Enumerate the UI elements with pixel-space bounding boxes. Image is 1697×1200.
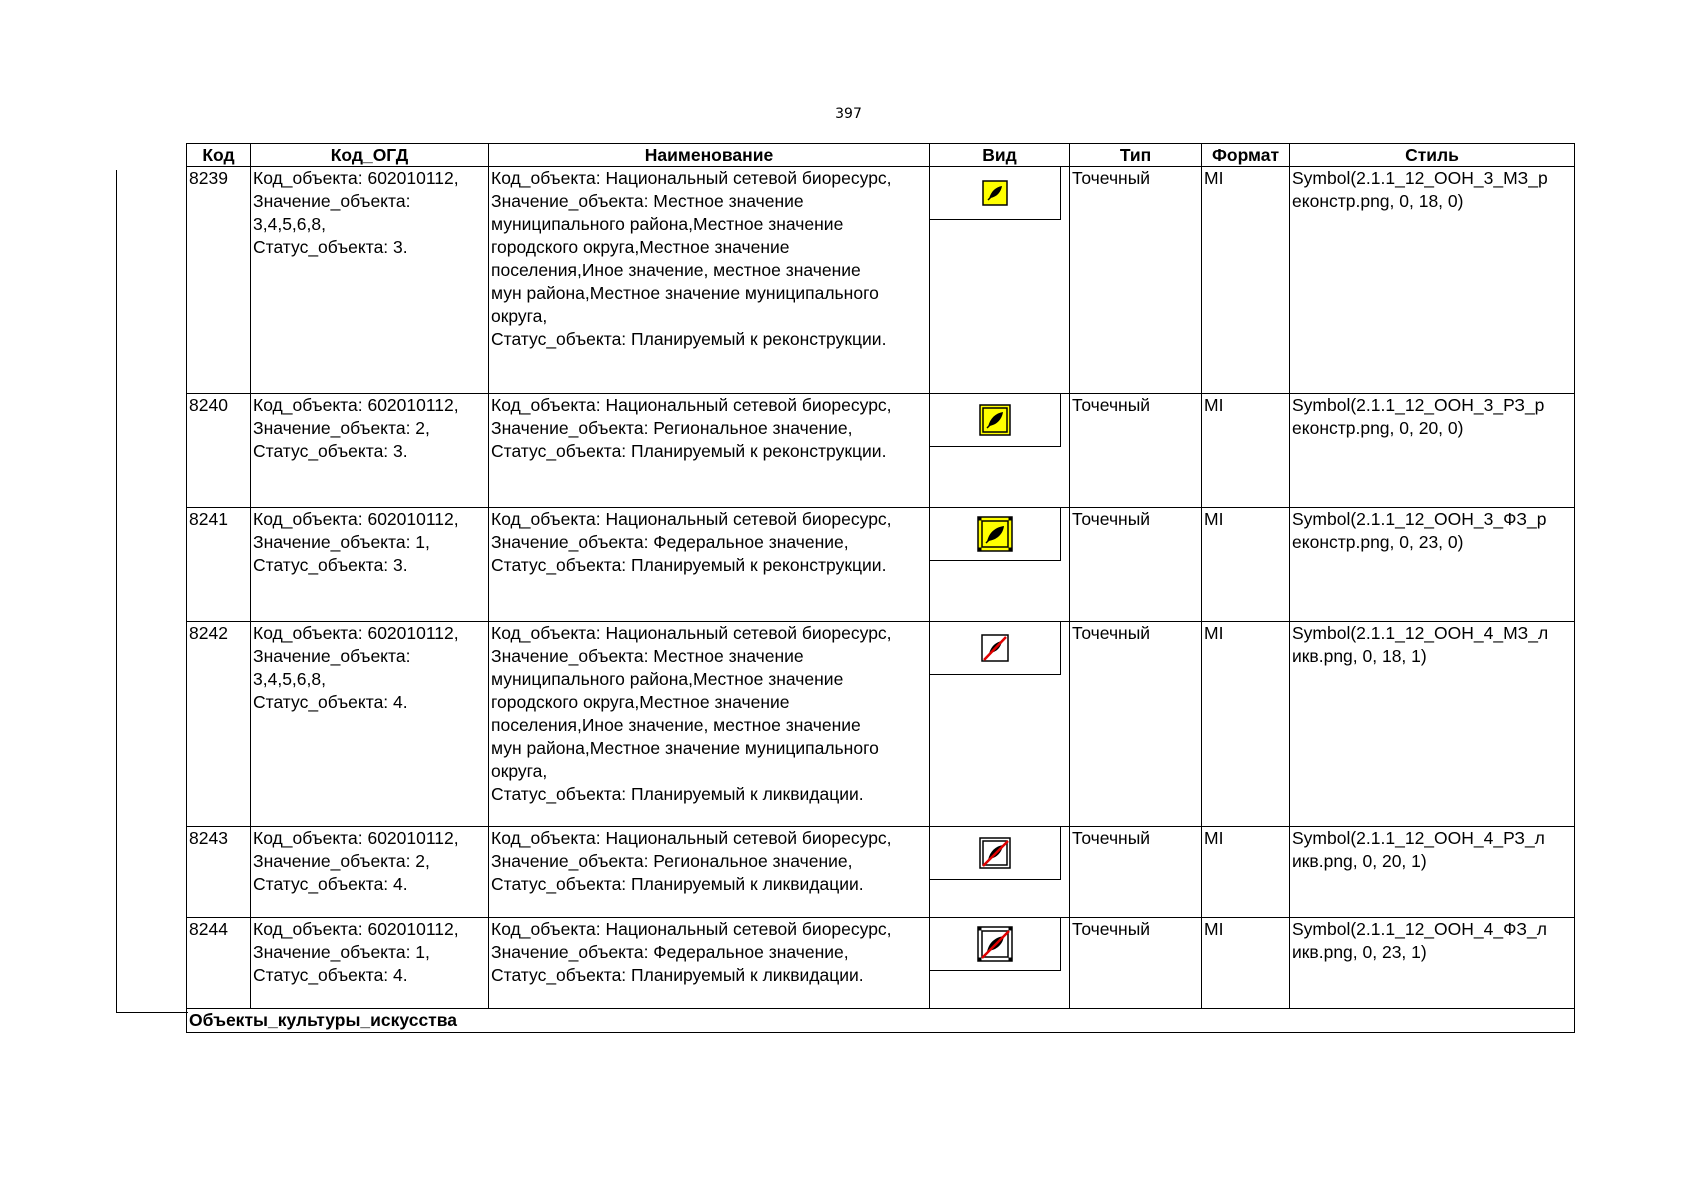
- cell-ogd: Код_объекта: 602010112, Значение_объекта: 3,4,5,6,8, Статус_объекта: 3.: [251, 167, 489, 394]
- table-row: [187, 167, 1575, 394]
- cell-style: Symbol(2.1.1_12_ООН_3_ФЗ_р еконстр.png, 0, 23, 0): [1290, 508, 1575, 622]
- cell-name: Код_объекта: Национальный сетевой биоресурс, Значение_объекта: Региональное значение, Статус_объекта: Планируемый к реконструкции.: [489, 394, 930, 508]
- cell-ogd: Код_объекта: 602010112, Значение_объекта: 1, Статус_объекта: 4.: [251, 918, 489, 1009]
- leaf-liquid-fz-icon: [977, 926, 1013, 962]
- cell-ogd: Код_объекта: 602010112, Значение_объекта: 2, Статус_объекта: 4.: [251, 827, 489, 918]
- col-header-type: Тип: [1070, 144, 1202, 167]
- cell-type: Точечный: [1070, 622, 1202, 827]
- cell-type: Точечный: [1070, 394, 1202, 508]
- cell-format: MI: [1202, 827, 1290, 918]
- col-header-name: Наименование: [489, 144, 930, 167]
- cell-format: MI: [1202, 394, 1290, 508]
- margin-tick: [116, 1012, 188, 1013]
- cell-code: 8239: [187, 167, 251, 394]
- cell-view: [930, 918, 1070, 1009]
- col-header-view: Вид: [930, 144, 1070, 167]
- cell-ogd: Код_объекта: 602010112, Значение_объекта: 2, Статус_объекта: 3.: [251, 394, 489, 508]
- cell-type: Точечный: [1070, 167, 1202, 394]
- cell-style: Symbol(2.1.1_12_ООН_3_РЗ_р еконстр.png, 0, 20, 0): [1290, 394, 1575, 508]
- cell-view: [930, 622, 1070, 827]
- cell-style: Symbol(2.1.1_12_ООН_4_МЗ_л икв.png, 0, 18, 1): [1290, 622, 1575, 827]
- table-row: [187, 622, 1575, 827]
- leaf-liquid-mz-icon: [981, 634, 1009, 662]
- col-header-code: Код: [187, 144, 251, 167]
- cell-view: [930, 827, 1070, 918]
- cell-type: Точечный: [1070, 918, 1202, 1009]
- cell-name: Код_объекта: Национальный сетевой биоресурс, Значение_объекта: Местное значение муниципального района,Местное значение городского округа,Местное значение поселения,Иное значение, местное значение мун района,Местное значение муниципального округа, Статус_объекта: Планируемый к реконструкции.: [489, 167, 930, 394]
- cell-code: 8241: [187, 508, 251, 622]
- margin-line: [116, 170, 117, 1013]
- cell-style: Symbol(2.1.1_12_ООН_4_РЗ_л икв.png, 0, 20, 1): [1290, 827, 1575, 918]
- cell-name: Код_объекта: Национальный сетевой биоресурс, Значение_объекта: Федеральное значение, Статус_объекта: Планируемый к ликвидации.: [489, 918, 930, 1009]
- leaf-recon-mz-icon: [982, 180, 1008, 206]
- cell-format: MI: [1202, 622, 1290, 827]
- cell-view: [930, 508, 1070, 622]
- table-row: [187, 918, 1575, 1009]
- cell-type: Точечный: [1070, 508, 1202, 622]
- cell-view: [930, 394, 1070, 508]
- cell-format: MI: [1202, 167, 1290, 394]
- leaf-liquid-rz-icon: [979, 837, 1011, 869]
- col-header-format: Формат: [1202, 144, 1290, 167]
- table-row: [187, 827, 1575, 918]
- cell-name: Код_объекта: Национальный сетевой биоресурс, Значение_объекта: Местное значение муниципального района,Местное значение городского округа,Местное значение поселения,Иное значение, местное значение мун района,Местное значение муниципального округа, Статус_объекта: Планируемый к ликвидации.: [489, 622, 930, 827]
- cell-style: Symbol(2.1.1_12_ООН_3_МЗ_р еконстр.png, 0, 18, 0): [1290, 167, 1575, 394]
- page-number: 397: [835, 106, 862, 122]
- table-row: [187, 394, 1575, 508]
- cell-name: Код_объекта: Национальный сетевой биоресурс, Значение_объекта: Региональное значение, Статус_объекта: Планируемый к ликвидации.: [489, 827, 930, 918]
- col-header-ogd: Код_ОГД: [251, 144, 489, 167]
- cell-view: [930, 167, 1070, 394]
- leaf-recon-fz-icon: [977, 516, 1013, 552]
- cell-code: 8240: [187, 394, 251, 508]
- cell-style: Symbol(2.1.1_12_ООН_4_ФЗ_л икв.png, 0, 23, 1): [1290, 918, 1575, 1009]
- col-header-style: Стиль: [1290, 144, 1575, 167]
- section-title: Объекты_культуры_искусства: [187, 1009, 1575, 1033]
- cell-code: 8242: [187, 622, 251, 827]
- cell-ogd: Код_объекта: 602010112, Значение_объекта: 3,4,5,6,8, Статус_объекта: 4.: [251, 622, 489, 827]
- symbol-table: [186, 143, 1575, 1033]
- section-row: [187, 1009, 1575, 1033]
- table-row: [187, 508, 1575, 622]
- cell-type: Точечный: [1070, 827, 1202, 918]
- cell-format: MI: [1202, 918, 1290, 1009]
- cell-name: Код_объекта: Национальный сетевой биоресурс, Значение_объекта: Федеральное значение, Статус_объекта: Планируемый к реконструкции.: [489, 508, 930, 622]
- cell-code: 8244: [187, 918, 251, 1009]
- cell-code: 8243: [187, 827, 251, 918]
- leaf-recon-rz-icon: [979, 404, 1011, 436]
- table-header-row: [187, 144, 1575, 167]
- cell-format: MI: [1202, 508, 1290, 622]
- cell-ogd: Код_объекта: 602010112, Значение_объекта: 1, Статус_объекта: 3.: [251, 508, 489, 622]
